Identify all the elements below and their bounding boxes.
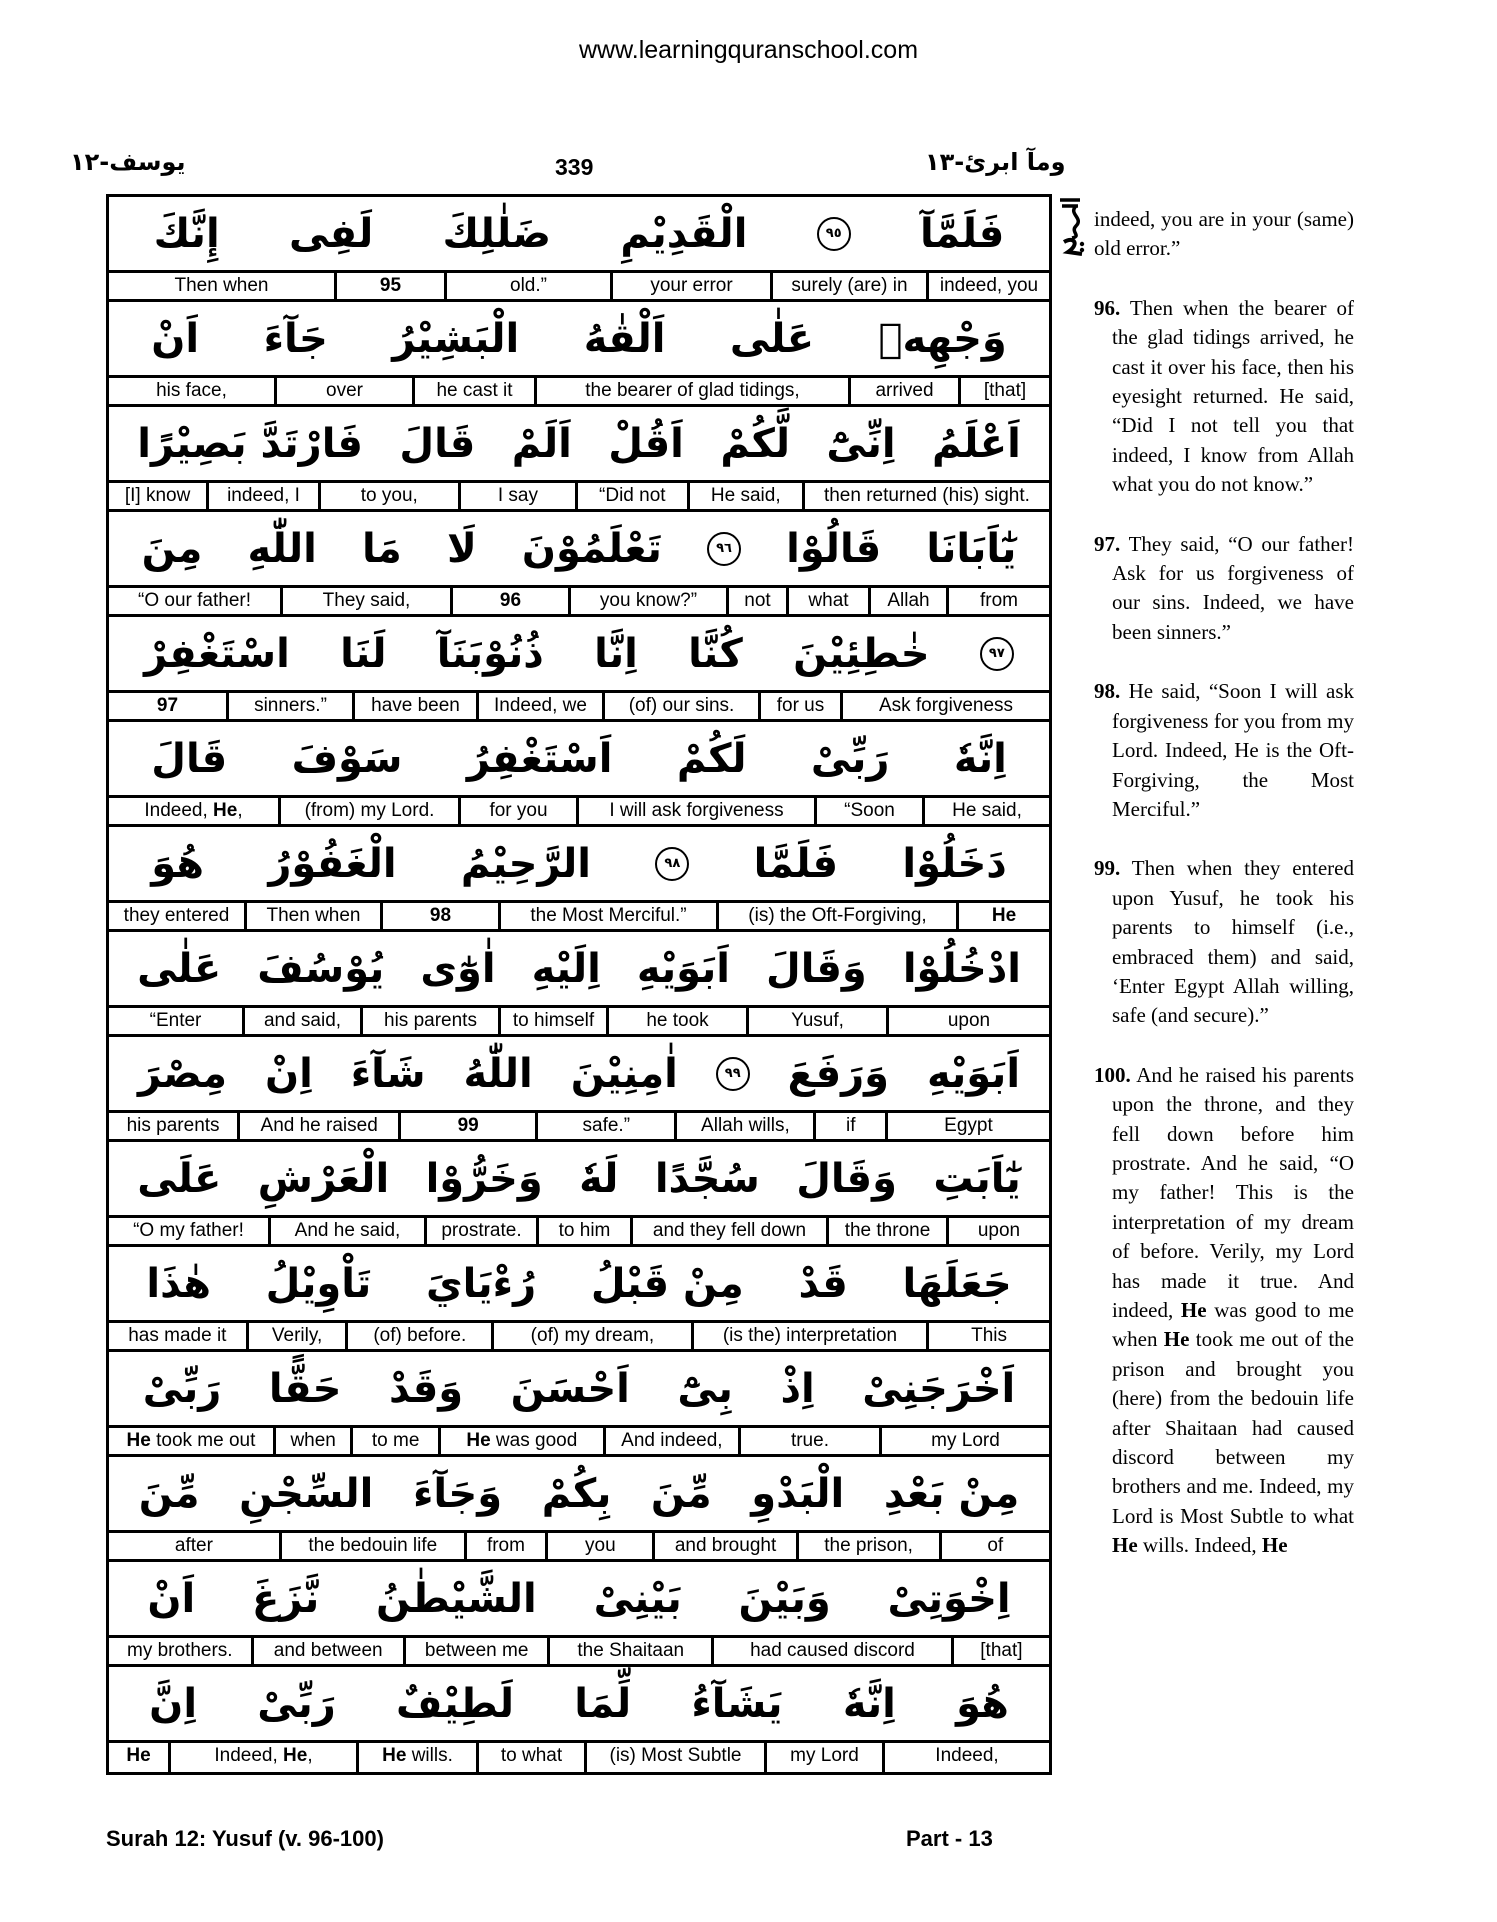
english-gloss-cell: Egypt: [944, 1115, 993, 1136]
english-gloss-cell: “Enter: [109, 1008, 245, 1034]
arabic-word: يُوْسُفَ: [257, 945, 385, 992]
english-gloss-cell: has made it: [109, 1323, 249, 1349]
english-gloss-cell: [that]: [980, 1640, 1023, 1661]
english-gloss-cell: they entered: [109, 903, 247, 929]
arabic-row: [109, 617, 1049, 693]
arabic-word: اِذْ: [780, 1365, 815, 1412]
arabic-word: اَخْرَجَنِىْ: [862, 1365, 1016, 1412]
arabic-word: نَّزَغَ: [252, 1575, 320, 1622]
english-gloss-cell: (is) the Oft-Forgiving,: [719, 903, 959, 929]
arabic-row: [109, 512, 1049, 588]
gloss-text: took me out: [150, 1430, 256, 1451]
arabic-word: اِنَّا: [594, 630, 638, 677]
english-gloss-cell: he took: [609, 1008, 749, 1034]
arabic-word: اَنْ: [151, 315, 200, 362]
arabic-word: وَرَفَعَ: [787, 1050, 890, 1097]
arabic-word: ذُنُوْبَنَآ: [436, 630, 544, 677]
arabic-word: عَلَى: [137, 1155, 222, 1202]
arabic-word: رَبِّىْ: [810, 735, 890, 782]
arabic-word: اِنَّهٗ: [842, 1680, 896, 1727]
english-gloss-cell: my Lord: [767, 1743, 885, 1772]
arabic-word: جَآءَ: [263, 315, 328, 362]
english-gloss-cell: And indeed,: [606, 1428, 741, 1454]
arabic-word: لَهٗ: [579, 1155, 619, 1202]
english-gloss-cell: Allah wills,: [677, 1113, 816, 1139]
arabic-word: مِنْ بَعْدِ: [883, 1470, 1020, 1517]
english-gloss-cell: I say: [461, 483, 578, 509]
arabic-word: اِلَيْهِ: [531, 945, 601, 992]
english-gloss-cell: the bedouin life: [282, 1533, 467, 1559]
english-gloss-cell: [441, 1428, 606, 1454]
english-gloss-cell: then returned (his) sight.: [823, 485, 1030, 506]
arabic-word: مِنْ قَبْلُ: [590, 1260, 744, 1307]
arabic-row: [109, 1247, 1049, 1323]
english-gloss-cell: his face,: [109, 378, 277, 404]
arabic-word: اَنْ: [147, 1575, 196, 1622]
arabic-word: دَخَلُوْا: [902, 840, 1007, 887]
arabic-row: [109, 302, 1049, 378]
arabic-word: السِّجْنِ: [239, 1470, 374, 1517]
english-gloss-cell: the bearer of glad tidings,: [537, 378, 851, 404]
english-row: [109, 1323, 1049, 1352]
english-gloss-cell: prostrate.: [427, 1218, 539, 1244]
arabic-word: مِصْرَ: [138, 1050, 228, 1097]
english-gloss-cell: what: [789, 588, 871, 614]
gloss-text: wills.: [406, 1745, 453, 1766]
english-row: [109, 378, 1049, 407]
surah-header-arabic: يوسف-١٢: [70, 148, 186, 176]
english-gloss-cell: Yusuf,: [749, 1008, 889, 1034]
english-gloss-cell: if: [816, 1113, 888, 1139]
arabic-word: اِنَّهٗ: [953, 735, 1007, 782]
arabic-word: رَبِّىْ: [257, 1680, 336, 1727]
arabic-word: هٰذَا: [146, 1260, 211, 1307]
english-gloss-cell: upon: [977, 1220, 1021, 1241]
english-gloss-cell: to him: [539, 1218, 633, 1244]
english-gloss-cell: arrived: [851, 378, 961, 404]
arabic-word: مِّنَ: [650, 1470, 712, 1517]
english-gloss-cell: and brought: [655, 1533, 798, 1559]
english-gloss-cell: when: [276, 1428, 354, 1454]
english-gloss-cell: to me: [353, 1428, 440, 1454]
translation-bold-word: He: [1261, 1533, 1288, 1558]
english-row: [109, 693, 1049, 722]
verse-number: 98.: [1094, 679, 1121, 704]
arabic-word: اللّٰهُ: [463, 1050, 533, 1097]
ayah-end-marker: ٩٦: [707, 532, 741, 566]
arabic-word: اٰمِنِيْنَ: [570, 1050, 678, 1097]
arabic-word: وَجْهِهٖ: [878, 315, 1007, 362]
arabic-word: الْغَفُوْرُ: [268, 840, 397, 887]
arabic-word: ادْخُلُوْا: [902, 945, 1021, 992]
english-row: [109, 1113, 1049, 1142]
translation-text: wills. Indeed,: [1137, 1533, 1262, 1558]
arabic-row: [109, 1037, 1049, 1113]
arabic-word: وَجَآءَ: [412, 1470, 503, 1517]
arabic-word: سَوْفَ: [291, 735, 403, 782]
ayah-end-marker: ٩٨: [655, 847, 689, 881]
arabic-row: [109, 827, 1049, 903]
ayah-end-marker: ٩٩: [716, 1057, 750, 1091]
english-gloss-cell: his parents: [109, 1113, 240, 1139]
english-row: [109, 483, 1049, 512]
english-gloss-cell: for you: [461, 798, 579, 824]
arabic-word: الْعَرْشِ: [257, 1155, 390, 1202]
english-gloss-cell: to himself: [501, 1008, 609, 1034]
english-gloss-cell: [359, 1743, 479, 1772]
english-row: [109, 273, 1049, 302]
translation-text: They said, “O our father! Ask for us forgiveness of our sins. Indeed, we have been sinners.”: [1112, 531, 1354, 644]
arabic-word: سُجَّدًا: [654, 1155, 760, 1202]
arabic-word: وَقَدْ: [388, 1365, 464, 1412]
arabic-word: قَالَ: [151, 735, 228, 782]
english-gloss-cell: from: [467, 1533, 548, 1559]
english-gloss-cell: [that]: [983, 380, 1027, 401]
english-row: [109, 1008, 1049, 1037]
english-gloss-cell: your error: [613, 273, 773, 299]
arabic-word: اَقُلْ: [608, 420, 684, 467]
english-gloss-cell: (is) Most Subtle: [587, 1743, 767, 1772]
arabic-word: لَطِيْفٌ: [396, 1680, 514, 1727]
english-gloss-cell: the prison,: [799, 1533, 942, 1559]
english-gloss-cell: They said,: [283, 588, 453, 614]
arabic-row: [109, 1352, 1049, 1428]
english-gloss-cell: my Lord: [931, 1430, 1000, 1451]
english-gloss-cell: sinners.”: [229, 693, 355, 719]
footer-surah-label: Surah 12: Yusuf (v. 96-100): [106, 1826, 384, 1851]
arabic-word: قَالُوْا: [786, 525, 882, 572]
page-number: 339: [555, 154, 594, 180]
english-gloss-cell: He said,: [952, 800, 1022, 821]
arabic-word: وَبَيْنَ: [738, 1575, 831, 1622]
english-gloss-cell: not: [729, 588, 789, 614]
arabic-word: يٰٓاَبَتِ: [933, 1155, 1021, 1202]
english-gloss-cell: safe.”: [538, 1113, 677, 1139]
english-gloss-cell: Allah: [871, 588, 949, 614]
arabic-word: اسْتَغْفِرْ: [144, 630, 290, 677]
arabic-word: لَكُمْ: [676, 735, 747, 782]
english-row: [109, 1638, 1049, 1667]
translation-intro: indeed, you are in your (same) old error.”: [1094, 207, 1354, 261]
arabic-word: يَشَآءُ: [691, 1680, 783, 1727]
arabic-word: اَحْسَنَ: [510, 1365, 630, 1412]
arabic-word: جَعَلَهَا: [902, 1260, 1012, 1307]
translation-column: [1094, 205, 1354, 1591]
english-gloss-cell: and said,: [245, 1008, 363, 1034]
verse-number: 96.: [1094, 295, 1121, 320]
english-gloss-cell: for us: [761, 693, 843, 719]
english-gloss-cell: Then when: [247, 903, 383, 929]
arabic-word: مِنَ: [141, 525, 203, 572]
verse-number: 100.: [1094, 1062, 1131, 1087]
arabic-word: ضَلٰلِكَ: [442, 210, 552, 257]
arabic-word: رُءْيَايَ: [425, 1260, 537, 1307]
word-by-word-table: [106, 194, 1052, 1775]
english-gloss-cell: (is the) interpretation: [694, 1323, 929, 1349]
translation-verse: [1094, 530, 1354, 648]
gloss-bold-word: He: [213, 800, 238, 821]
arabic-word: تَعْلَمُوْنَ: [521, 525, 662, 572]
translation-bold-word: He: [1180, 1298, 1207, 1322]
arabic-word: الْبَدْوِ: [751, 1470, 845, 1517]
arabic-word: كُنَّا: [688, 630, 743, 677]
english-gloss-cell: indeed, you: [939, 275, 1039, 296]
arabic-word: فَلَمَّا: [753, 840, 839, 887]
english-gloss-cell: his parents: [363, 1008, 501, 1034]
arabic-word: لَا: [446, 525, 477, 572]
gloss-bold-word: He: [382, 1745, 407, 1766]
arabic-word: اَعْلَمُ: [932, 420, 1021, 467]
arabic-word: اَسْتَغْفِرُ: [466, 735, 613, 782]
arabic-word: لَفِى: [288, 210, 374, 257]
english-gloss-cell: (from) my Lord.: [281, 798, 461, 824]
english-gloss-cell: the Shaitaan: [550, 1638, 714, 1664]
english-gloss-cell: the throne: [829, 1218, 949, 1244]
english-gloss-cell: 98: [383, 903, 501, 929]
english-gloss-cell: 95: [337, 273, 447, 299]
gloss-text: Indeed,: [144, 800, 214, 821]
arabic-word: وَقَالَ: [766, 945, 867, 992]
arabic-word: اللّٰهِ: [247, 525, 317, 572]
english-gloss-cell: 96: [453, 588, 571, 614]
english-gloss-cell: you: [548, 1533, 655, 1559]
english-row: [109, 1218, 1049, 1247]
arabic-word: مِّنَ: [138, 1470, 200, 1517]
english-gloss-cell: old.”: [447, 273, 613, 299]
verse-number: 99.: [1094, 856, 1121, 881]
ayah-end-marker: ٩٥: [817, 217, 851, 251]
gloss-text: ,: [237, 800, 243, 821]
english-row: [109, 1533, 1049, 1562]
arabic-word: فَارْتَدَّ بَصِيْرًا: [137, 420, 363, 467]
english-gloss-cell: (of) before.: [348, 1323, 494, 1349]
arabic-word: اِنِّىْٓ: [826, 420, 896, 467]
english-gloss-cell: Indeed, we: [479, 693, 605, 719]
gloss-bold-word: He: [126, 1430, 151, 1451]
arabic-word: لَّكُمْ: [720, 420, 790, 467]
english-gloss-cell: from: [979, 590, 1018, 611]
english-gloss-cell: He said,: [690, 483, 805, 509]
gloss-bold-word: He: [283, 1745, 308, 1766]
english-gloss-cell: Indeed,: [935, 1745, 999, 1766]
arabic-row: [109, 1457, 1049, 1533]
arabic-word: اَلْقٰهُ: [583, 315, 666, 362]
translation-verse: [1094, 294, 1354, 500]
english-row: [109, 1743, 1049, 1772]
arabic-word: بِكُمْ: [541, 1470, 612, 1517]
arabic-word: اَلَمْ: [511, 420, 572, 467]
english-gloss-cell: upon: [947, 1010, 991, 1031]
arabic-row: [109, 1562, 1049, 1638]
arabic-word: شَآءَ: [350, 1050, 426, 1097]
arabic-row: [109, 1667, 1049, 1743]
english-gloss-cell: Then when: [109, 273, 337, 299]
english-gloss-cell: Verily,: [249, 1323, 349, 1349]
english-gloss-cell: the Most Merciful.”: [501, 903, 719, 929]
site-url[interactable]: www.learningquranschool.com: [578, 36, 919, 64]
english-gloss-cell: (of) my dream,: [494, 1323, 694, 1349]
arabic-word: تَاْوِيْلُ: [265, 1260, 372, 1307]
footer-part-label: Part - 13: [906, 1826, 993, 1851]
english-gloss-cell: you know?”: [571, 588, 729, 614]
english-gloss-cell: he cast it: [415, 378, 537, 404]
english-gloss-cell: my brothers.: [109, 1638, 254, 1664]
ayah-end-marker: ٩٧: [980, 637, 1014, 671]
english-gloss-cell: He: [991, 905, 1017, 926]
arabic-word: اِنَّ: [149, 1680, 198, 1727]
translation-bold-word: He: [1163, 1327, 1190, 1352]
english-gloss-cell: “O our father!: [109, 588, 283, 614]
english-gloss-cell: Ask forgiveness: [878, 695, 1014, 716]
translation-bold-word: He: [1112, 1533, 1138, 1558]
english-gloss-cell: and they fell down: [633, 1218, 829, 1244]
english-gloss-cell: have been: [355, 693, 479, 719]
arabic-word: اَبَوَيْهِ: [926, 1050, 1021, 1097]
arabic-row: [109, 407, 1049, 483]
english-gloss-cell: had caused discord: [714, 1638, 954, 1664]
gloss-text: ,: [307, 1745, 313, 1766]
english-gloss-cell: true.: [741, 1428, 882, 1454]
arabic-word: وَخَرُّوْا: [425, 1155, 543, 1202]
english-row: [109, 1428, 1049, 1457]
english-gloss-cell: of: [987, 1535, 1004, 1556]
english-gloss-cell: “O my father!: [109, 1218, 271, 1244]
arabic-word: قَدْ: [798, 1260, 848, 1307]
arabic-word: اِخْوَتِىْ: [887, 1575, 1011, 1622]
arabic-row: [109, 197, 1049, 273]
english-gloss-cell: He: [109, 1743, 171, 1772]
translation-verse: [1094, 1061, 1354, 1561]
english-gloss-cell: (of) our sins.: [605, 693, 761, 719]
english-row: [109, 798, 1049, 827]
translation-text: Then when the bearer of the glad tidings arrived, he cast it over his face, then his eyesight returned. He said, “Did I not tell you that indeed, I know from Allah what you do not know.”: [1112, 295, 1355, 497]
arabic-word: حَقًّا: [268, 1365, 342, 1412]
arabic-word: قَالَ: [399, 420, 476, 467]
ruku-mark-icon: [1058, 196, 1088, 256]
arabic-word: خٰطِئِيْنَ: [793, 630, 930, 677]
english-gloss-cell: This: [971, 1325, 1008, 1346]
english-row: [109, 588, 1049, 617]
arabic-row: [109, 722, 1049, 798]
arabic-word: عَلٰى: [137, 945, 222, 992]
arabic-word: لَنَا: [340, 630, 387, 677]
gloss-bold-word: He: [466, 1430, 491, 1451]
translation-text: He said, “Soon I will ask forgiveness for you from my Lord. Indeed, He is the Oft-Forgiving, the Most Merciful.”: [1112, 679, 1354, 821]
english-gloss-cell: after: [109, 1533, 282, 1559]
english-gloss-cell: And he said,: [271, 1218, 427, 1244]
translation-text: took me out of the prison and brought you (here) from the bedouin life after Shaitaan had caused discord between my brothers and me. Indeed, my Lord is Most Subtle to what: [1112, 1327, 1354, 1528]
english-gloss-cell: And he raised: [240, 1113, 401, 1139]
english-gloss-cell: over: [277, 378, 415, 404]
english-gloss-cell: I will ask forgiveness: [579, 798, 817, 824]
arabic-word: هُوَ: [151, 840, 205, 887]
english-gloss-cell: to you,: [321, 483, 461, 509]
arabic-word: وَقَالَ: [796, 1155, 897, 1202]
verse-number: 97.: [1094, 531, 1121, 556]
english-gloss-cell: “Soon: [817, 798, 925, 824]
translation-verse: [1094, 677, 1354, 824]
english-gloss-cell: between me: [406, 1638, 551, 1664]
english-gloss-cell: “Did not: [578, 483, 690, 509]
translation-text: was good to me when: [1112, 1298, 1354, 1352]
english-gloss-cell: 97: [109, 693, 229, 719]
english-gloss-cell: [I] know: [109, 483, 209, 509]
arabic-word: إِنَّكَ: [153, 210, 220, 257]
arabic-row: [109, 1142, 1049, 1218]
translation-text: Then when they entered upon Yusuf, he took his parents to himself (i.e., embraced them) and said, ‘Enter Egypt Allah willing, safe (and secure).”: [1112, 856, 1354, 1028]
arabic-row: [109, 932, 1049, 1008]
arabic-word: هُوَ: [956, 1680, 1009, 1727]
translation-text: And he raised his parents upon the throne, and they fell down before him prostrate. And he said, “O my father! This is the interpretation of my dream of before. Verily, my Lord has made it true. And indeed,: [1112, 1062, 1354, 1322]
english-gloss-cell: [171, 1743, 359, 1772]
arabic-word: لِّمَا: [574, 1680, 632, 1727]
gloss-text: was good: [490, 1430, 578, 1451]
english-gloss-cell: and between: [254, 1638, 406, 1664]
english-gloss-cell: 99: [401, 1113, 538, 1139]
arabic-word: فَلَمَّآ: [920, 210, 1005, 257]
translation-verse: [1094, 854, 1354, 1030]
english-gloss-cell: indeed, I: [209, 483, 321, 509]
arabic-word: مَا: [362, 525, 402, 572]
arabic-word: اٰوٰٓى: [420, 945, 496, 992]
arabic-word: بَيْنِىْ: [593, 1575, 682, 1622]
arabic-word: عَلٰى: [729, 315, 815, 362]
arabic-word: رَبِّىْ: [142, 1365, 222, 1412]
english-gloss-cell: [109, 1428, 276, 1454]
gloss-text: Indeed,: [214, 1745, 284, 1766]
arabic-word: الرَّحِيْمُ: [460, 840, 592, 887]
english-gloss-cell: [109, 798, 281, 824]
arabic-word: يٰٓاَبَانَا: [926, 525, 1017, 572]
english-gloss-cell: surely (are) in: [773, 273, 929, 299]
english-gloss-cell: to what: [479, 1743, 587, 1772]
juz-header-arabic: ومآ ابرئ-١٣: [925, 148, 1066, 176]
arabic-word: الْبَشِيْرُ: [392, 315, 520, 362]
arabic-word: اِنْ: [264, 1050, 313, 1097]
arabic-word: اَبَوَيْهِ: [636, 945, 730, 992]
english-row: [109, 903, 1049, 932]
arabic-word: بِىْٓ: [677, 1365, 733, 1412]
arabic-word: الشَّيْطٰنُ: [376, 1575, 537, 1622]
arabic-word: الْقَدِيْمِ: [620, 210, 748, 257]
